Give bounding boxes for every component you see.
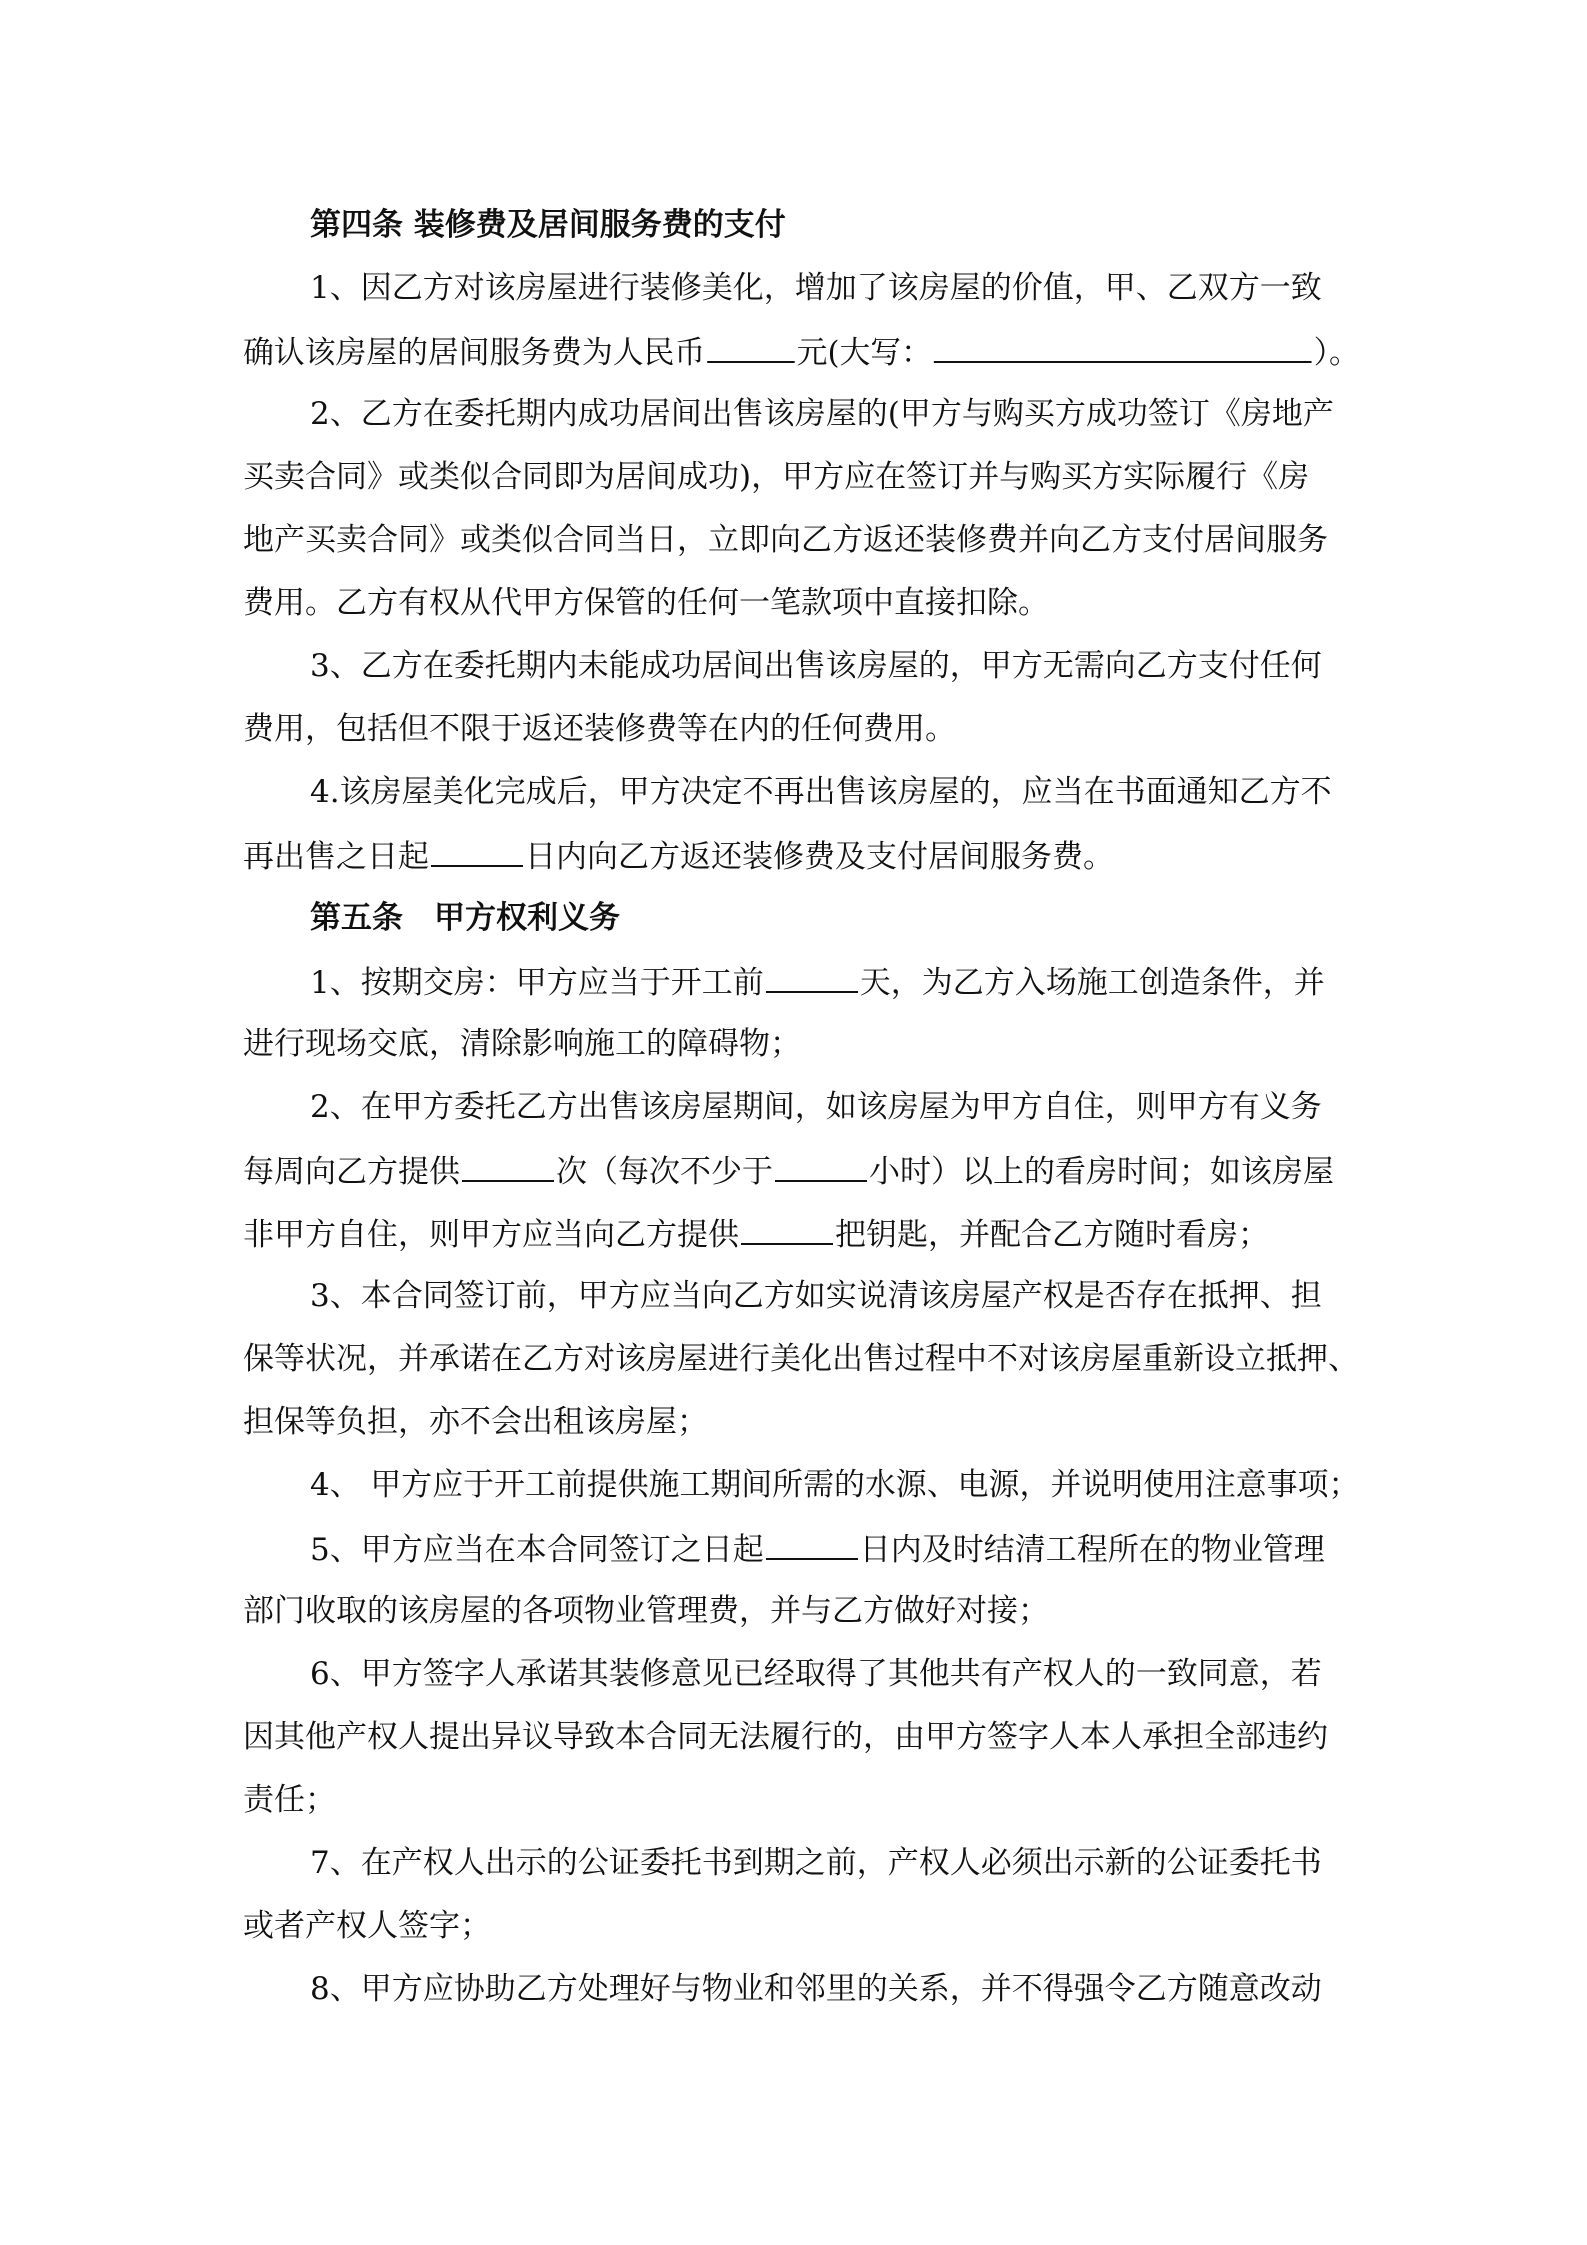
paragraph-line	[243, 835, 1114, 875]
paragraph-line: 8、甲方应协助乙方处理好与物业和邻里的关系，并不得强令乙方随意改动	[310, 1971, 1322, 2007]
paragraph-line	[310, 961, 1325, 1001]
line-text: 1、按期交房：甲方应当于开工前	[310, 965, 764, 1001]
paragraph-line: 保等状况，并承诺在乙方对该房屋进行美化出售过程中不对该房屋重新设立抵押、	[243, 1341, 1359, 1377]
paragraph-line: 进行现场交底，清除影响施工的障碍物；	[243, 1026, 801, 1062]
paragraph-line: 2、在甲方委托乙方出售该房屋期间，如该房屋为甲方自住，则甲方有义务	[310, 1089, 1322, 1125]
paragraph-line: 因其他产权人提出异议导致本合同无法履行的，由甲方签字人本人承担全部违约	[243, 1719, 1328, 1755]
fill-blank	[934, 331, 1312, 363]
line-text: 再出售之日起	[243, 839, 429, 875]
line-text: 元(大写：	[796, 335, 932, 371]
line-text: 日内向乙方返还装修费及支付居间服务费。	[525, 839, 1114, 875]
fill-blank	[766, 961, 858, 993]
paragraph-line	[243, 1150, 1334, 1190]
line-text: 天，为乙方入场施工创造条件，并	[859, 965, 1325, 1001]
paragraph-line: 3、本合同签订前，甲方应当向乙方如实说清该房屋产权是否存在抵押、担	[310, 1278, 1322, 1314]
line-text: 每周向乙方提供	[243, 1154, 460, 1190]
paragraph-line: 4、 甲方应于开工前提供施工期间所需的水源、电源，并说明使用注意事项；	[310, 1467, 1360, 1503]
paragraph-line: 4.该房屋美化完成后，甲方决定不再出售该房屋的，应当在书面通知乙方不	[310, 774, 1332, 810]
paragraph-line: 部门收取的该房屋的各项物业管理费，并与乙方做好对接；	[243, 1593, 1049, 1629]
article-5-heading: 第五条 甲方权利义务	[310, 900, 620, 936]
paragraph-line: 3、乙方在委托期内未能成功居间出售该房屋的，甲方无需向乙方支付任何	[310, 648, 1322, 684]
line-text: ）。	[1313, 335, 1360, 371]
paragraph-line: 1、因乙方对该房屋进行装修美化，增加了该房屋的价值，甲、乙双方一致	[310, 270, 1322, 306]
paragraph-line: 费用。乙方有权从代甲方保管的任何一笔款项中直接扣除。	[243, 585, 1049, 621]
fill-blank	[741, 1213, 833, 1245]
fill-blank	[775, 1150, 867, 1182]
paragraph-line: 买卖合同》或类似合同即为居间成功)，甲方应在签订并与购买方实际履行《房	[243, 459, 1310, 495]
paragraph-line	[310, 1528, 1325, 1568]
line-text: 把钥匙，并配合乙方随时看房；	[835, 1217, 1269, 1253]
paragraph-line: 责任；	[243, 1782, 336, 1818]
paragraph-line: 2、乙方在委托期内成功居间出售该房屋的(甲方与购买方成功签订《房地产	[310, 396, 1334, 432]
line-text: 小时）以上的看房时间；如该房屋	[869, 1154, 1334, 1190]
article-4-heading: 第四条 装修费及居间服务费的支付	[310, 207, 786, 243]
paragraph-line: 7、在产权人出示的公证委托书到期之前，产权人必须出示新的公证委托书	[310, 1845, 1322, 1881]
fill-blank	[462, 1150, 554, 1182]
paragraph-line: 费用，包括但不限于返还装修费等在内的任何费用。	[243, 711, 956, 747]
paragraph-line	[243, 331, 1360, 371]
line-text: 日内及时结清工程所在的物业管理	[859, 1532, 1325, 1568]
paragraph-line: 担保等负担，亦不会出租该房屋；	[243, 1404, 708, 1440]
line-text: 5、甲方应当在本合同签订之日起	[310, 1532, 764, 1568]
paragraph-line	[243, 1213, 1269, 1253]
fill-blank	[431, 835, 523, 867]
line-text: 非甲方自住，则甲方应当向乙方提供	[243, 1217, 739, 1253]
paragraph-line: 或者产权人签字；	[243, 1908, 491, 1944]
line-text: 确认该房屋的居间服务费为人民币	[243, 335, 706, 371]
paragraph-line: 地产买卖合同》或类似合同当日，立即向乙方返还装修费并向乙方支付居间服务	[243, 522, 1328, 558]
fill-blank	[707, 331, 794, 363]
fill-blank	[766, 1528, 858, 1560]
paragraph-line: 6、甲方签字人承诺其装修意见已经取得了其他共有产权人的一致同意，若	[310, 1656, 1322, 1692]
line-text: 次（每次不少于	[556, 1154, 773, 1190]
